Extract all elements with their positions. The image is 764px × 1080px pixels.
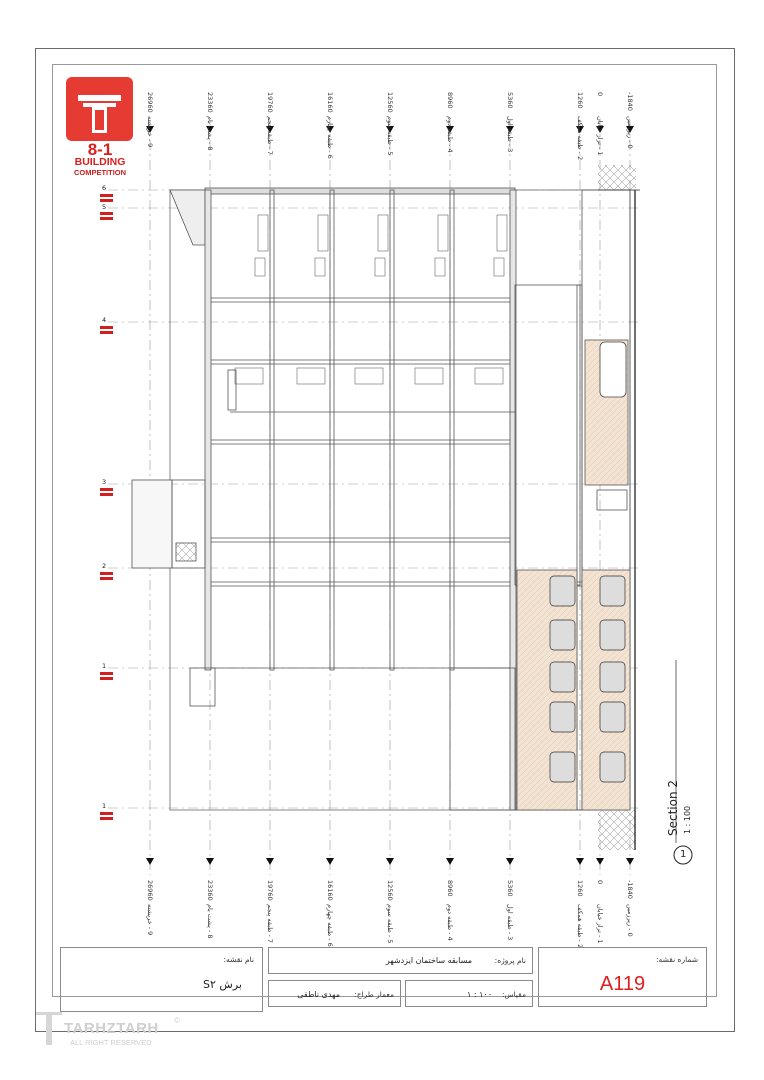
apartment-furniture	[235, 215, 507, 384]
level-top-2-value: 19760	[266, 92, 274, 113]
logo-line-1: BUILDING	[74, 156, 126, 168]
level-bottom-6-label: 3 - طبقه اول	[506, 904, 514, 941]
level-bottom-7-value: 1260	[576, 880, 584, 897]
axis-number-2: 2	[102, 562, 107, 570]
level-top-9-value: -1840	[626, 92, 634, 111]
logo-line-2: COMPETITION	[73, 168, 127, 177]
level-bottom-2-value: 19760	[266, 880, 274, 901]
axis-number-6: 6	[102, 184, 107, 192]
level-top-5-value: 8960	[446, 92, 454, 109]
scale-label: مقیاس:	[501, 990, 526, 999]
tarhztarh-watermark	[34, 1008, 194, 1053]
sheet-number-label: شماره نقشه:	[656, 955, 698, 964]
level-bottom-6-value: 5360	[506, 880, 514, 897]
level-top-4-value: 12560	[386, 92, 394, 113]
project-name-label: نام پروژه:	[494, 956, 526, 965]
level-bottom-3-label: 6 - طبقه چهارم	[326, 904, 334, 947]
level-bottom-2-label: 7 - طبقه پنجم	[266, 904, 274, 943]
level-bottom-5-value: 8960	[446, 880, 454, 897]
sheet-number-box	[538, 947, 707, 1007]
level-bottom-0-value: 26960	[146, 880, 154, 901]
logo-title: 8-1	[87, 140, 113, 159]
level-top-1-value: 23360	[206, 92, 214, 113]
level-top-3-value: 16160	[326, 92, 334, 113]
architect-box	[268, 980, 401, 1007]
section-number: 1	[680, 849, 687, 860]
axis-number-3: 3	[102, 478, 107, 486]
level-top-5-label: 4 - طبقه دوم	[446, 116, 454, 153]
level-top-8-value: 0	[596, 92, 604, 97]
watermark-rights: ALL RIGHT RESERVED	[70, 1038, 152, 1047]
level-bottom-9-value: -1840	[626, 880, 634, 899]
watermark-copyright: ©	[174, 1016, 180, 1025]
axis-number-1b: 1	[102, 802, 107, 810]
grid-axis-markers	[100, 194, 113, 820]
level-top-0-label: 9 - خرپشته	[146, 116, 154, 148]
level-bottom-8-label: 1 - تراز خیابان	[596, 904, 604, 944]
architect-label: معمار طراح:	[354, 990, 394, 999]
building-section	[132, 165, 640, 850]
drawing-name-label: نام نقشه:	[223, 955, 254, 964]
watermark-brand: TARHZTARH	[64, 1020, 159, 1037]
level-top-3-label: 6 - طبقه چهارم	[326, 116, 334, 159]
watermark-t-icon	[34, 1008, 64, 1048]
drawing-name-value: برش S۲	[203, 978, 242, 991]
sheet-number-value: A119	[599, 973, 646, 995]
project-name-value: مسابقه ساختمان ایزدشهر	[385, 956, 472, 965]
level-bottom-5-label: 4 - طبقه دوم	[446, 904, 454, 941]
level-bottom-9-label: 0 - زیرزمین	[626, 904, 634, 937]
level-top-4-label: 5 - طبقه سوم	[386, 116, 394, 156]
level-bottom-8-value: 0	[596, 880, 604, 885]
axis-number-5: 5	[102, 203, 107, 211]
level-top-1-label: 8 - پشت بام	[206, 116, 214, 151]
level-top-9-label: 0 - زیرزمین	[626, 116, 634, 149]
level-top-6-label: 3 - طبقه اول	[506, 116, 514, 153]
axis-number-1: 1	[102, 662, 107, 670]
level-bottom-4-label: 5 - طبقه سوم	[386, 904, 394, 944]
level-top-8-label: 1 - تراز خیابان	[596, 116, 604, 156]
axis-number-4: 4	[102, 316, 107, 324]
project-name-box	[268, 947, 533, 974]
level-top-7-label: 2 - طبقه همکف	[576, 116, 584, 161]
level-bottom-4-value: 12560	[386, 880, 394, 901]
level-top-6-value: 5360	[506, 92, 514, 109]
scale-box	[405, 980, 533, 1007]
section-scale: 1 : 100	[683, 805, 692, 834]
level-bottom-0-label: 9 - خرپشته	[146, 904, 154, 936]
level-bottom-3-value: 16160	[326, 880, 334, 901]
architect-value: مهدی ناطقی	[297, 990, 340, 999]
level-top-7-value: 1260	[576, 92, 584, 109]
scale-value: ۱۰۰ : ۱	[467, 990, 492, 999]
level-bottom-1-label: 8 - پشت بام	[206, 904, 214, 939]
level-bottom-7-label: 2 - طبقه همکف	[576, 904, 584, 949]
drawing-name-box	[60, 947, 263, 1012]
level-markers-bottom	[146, 858, 634, 865]
level-bottom-1-value: 23360	[206, 880, 214, 901]
section-title: Section 2	[666, 779, 680, 836]
level-top-0-value: 26960	[146, 92, 154, 113]
level-top-2-label: 7 - طبقه پنجم	[266, 116, 274, 155]
